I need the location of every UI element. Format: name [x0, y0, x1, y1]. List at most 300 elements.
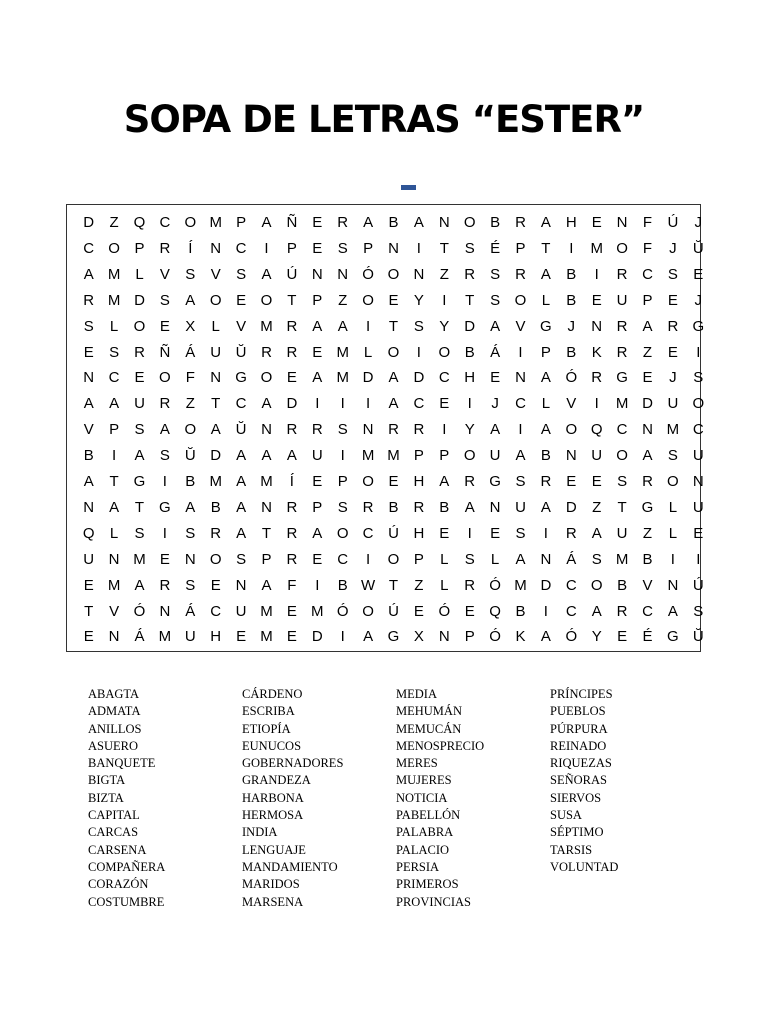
grid-letter: U [489, 447, 501, 465]
grid-letter: S [185, 265, 196, 283]
grid-letter: A [642, 447, 653, 465]
grid-letter: É [490, 239, 501, 257]
grid-letter: U [210, 343, 222, 361]
grid-letter: B [617, 576, 628, 594]
grid-letter: S [591, 550, 602, 568]
grid-letter: Ŭ [235, 421, 247, 439]
grid-letter: P [312, 291, 323, 309]
grid-letter: E [591, 291, 602, 309]
grid-letter: R [464, 576, 476, 594]
grid-letter: D [540, 576, 552, 594]
grid-letter: A [261, 265, 272, 283]
grid-letter: N [515, 369, 526, 387]
grid-letter: E [83, 343, 94, 361]
grid-letter: A [540, 628, 551, 646]
word-list-item: BANQUETE [88, 756, 156, 771]
grid-letter: D [134, 291, 145, 309]
grid-letter: O [387, 550, 400, 568]
grid-letter: U [692, 447, 704, 465]
word-list-item: VOLUNTAD [550, 859, 619, 874]
word-list-item: CORAZÓN [88, 877, 149, 892]
grid-letter: S [413, 317, 424, 335]
grid-letter: L [541, 395, 551, 413]
grid-letter: H [565, 214, 577, 231]
grid-letter: Ŭ [692, 239, 704, 257]
word-list-item: BIGTA [88, 773, 126, 788]
grid-letter: A [261, 576, 272, 594]
grid-letter: E [566, 473, 577, 490]
grid-letter: L [109, 317, 119, 335]
grid-letter: U [692, 498, 704, 516]
grid-letter: N [667, 576, 679, 594]
grid-letter: M [311, 602, 324, 620]
grid-letter: P [515, 239, 526, 257]
grid-letter: E [83, 628, 94, 646]
grid-letter: N [362, 421, 374, 439]
grid-letter: A [515, 550, 526, 568]
grid-letter: I [162, 524, 167, 542]
grid-letter: R [616, 343, 628, 361]
grid-letter: A [236, 524, 247, 542]
grid-letter: N [489, 498, 501, 516]
grid-letter: I [696, 343, 701, 361]
grid-letter: V [83, 421, 94, 439]
grid-letter: N [438, 628, 450, 646]
grid-letter: I [366, 317, 371, 335]
grid-letter: R [210, 524, 222, 542]
grid-letter: P [236, 214, 247, 231]
grid-letter: V [236, 317, 247, 335]
grid-letter: O [260, 369, 273, 387]
grid-letter: S [337, 498, 348, 516]
word-list-item: PUEBLOS [550, 704, 606, 719]
word-list-column-2 [242, 686, 343, 911]
grid-letter: U [591, 447, 603, 465]
grid-letter: N [388, 239, 399, 257]
grid-letter: I [416, 239, 421, 257]
grid-letter: H [413, 524, 425, 542]
grid-letter: O [463, 214, 476, 231]
grid-letter: I [264, 239, 269, 257]
grid-letter: R [311, 421, 323, 439]
grid-letter: Ó [438, 602, 451, 620]
grid-letter: Í [188, 239, 193, 257]
grid-letter: R [286, 524, 298, 542]
word-list-item: MEDIA [396, 687, 437, 701]
grid-letter: Ú [286, 265, 298, 283]
grid-letter: R [565, 524, 577, 542]
grid-letter: U [184, 628, 196, 646]
grid-letter: I [340, 395, 345, 413]
grid-letter: A [490, 317, 501, 335]
grid-letter: Y [591, 628, 602, 646]
grid-letter: F [287, 576, 297, 594]
grid-letter: D [413, 369, 425, 387]
grid-letter: R [83, 291, 95, 309]
grid-letter: P [337, 473, 348, 490]
grid-letter: Ú [388, 524, 399, 542]
grid-letter: K [591, 343, 602, 361]
grid-letter: Á [490, 343, 501, 361]
grid-letter: N [83, 498, 95, 516]
grid-letter: P [312, 498, 323, 516]
grid-letter: M [615, 395, 629, 413]
grid-letter: R [159, 239, 171, 257]
grid-letter: E [286, 602, 297, 620]
grid-letter: I [518, 421, 523, 439]
grid-letter: I [340, 628, 345, 646]
word-list-item: MARSENA [242, 894, 304, 909]
grid-letter: N [108, 628, 120, 646]
grid-letter: E [312, 473, 323, 490]
grid-letter: R [159, 576, 171, 594]
grid-letter: D [642, 395, 653, 413]
grid-letter: A [363, 628, 374, 646]
grid-letter: O [260, 291, 273, 309]
grid-letter: A [515, 447, 526, 465]
grid-letter: A [185, 291, 196, 309]
word-list-item: ETIOPÍA [242, 721, 291, 736]
grid-letter: Á [566, 550, 577, 568]
grid-letter: M [666, 421, 680, 439]
grid-letter: E [312, 343, 323, 361]
grid-letter: E [693, 524, 704, 542]
word-list-item: GOBERNADORES [242, 756, 344, 771]
grid-letter: R [413, 498, 425, 516]
grid-letter: N [210, 369, 222, 387]
grid-letter: B [642, 550, 653, 568]
grid-letter: M [133, 550, 146, 568]
word-list-item: PALACIO [396, 842, 450, 857]
grid-letter: D [210, 447, 222, 465]
word-list-item: SÉPTIMO [550, 825, 604, 840]
word-list-item: MENOSPRECIO [396, 738, 485, 753]
grid-letter: Z [592, 498, 602, 516]
grid-letter: U [616, 291, 628, 309]
word-list-item: INDIA [242, 825, 278, 840]
grid-letter: A [337, 317, 348, 335]
grid-letter: I [112, 447, 117, 465]
grid-letter: A [236, 447, 247, 465]
grid-letter: B [388, 214, 399, 231]
grid-letter: O [184, 421, 197, 439]
grid-letter: F [185, 369, 195, 387]
grid-letter: E [236, 291, 247, 309]
grid-letter: O [438, 343, 451, 361]
grid-letter: D [565, 498, 577, 516]
word-list-item: SIERVOS [550, 790, 602, 805]
grid-letter: R [616, 265, 628, 283]
grid-letter: A [286, 447, 297, 465]
grid-letter: G [692, 317, 705, 335]
grid-letter: R [540, 473, 552, 490]
grid-letter: O [108, 239, 120, 257]
grid-letter: E [464, 602, 475, 620]
grid-letter: L [541, 291, 551, 309]
grid-letter: O [184, 214, 197, 231]
grid-letter: R [464, 473, 476, 490]
grid-letter: P [363, 239, 374, 257]
grid-letter: R [616, 317, 628, 335]
grid-letter: M [209, 214, 222, 231]
grid-letter: N [642, 421, 653, 439]
grid-letter: X [185, 317, 196, 335]
grid-letter: O [209, 291, 222, 309]
grid-letter: E [591, 214, 602, 231]
grid-letter: P [540, 343, 551, 361]
grid-letter: E [642, 369, 653, 387]
grid-letter: G [133, 473, 146, 490]
grid-letter: Ñ [286, 214, 298, 231]
grid-letter: S [693, 369, 704, 387]
grid-letter: A [667, 602, 678, 620]
grid-letter: M [336, 369, 349, 387]
grid-letter: N [413, 265, 425, 283]
grid-letter: B [185, 473, 196, 490]
grid-letter: L [440, 550, 449, 568]
word-list-column-1 [88, 686, 165, 911]
grid-letter: T [109, 473, 119, 490]
grid-letter: A [642, 317, 653, 335]
word-list-item: PRIMEROS [396, 877, 459, 892]
grid-letter: M [107, 265, 121, 283]
grid-letter: C [235, 239, 247, 257]
grid-letter: N [159, 602, 171, 620]
grid-letter: R [261, 343, 272, 361]
word-list-item: CARCAS [88, 825, 139, 840]
grid-letter: S [490, 265, 501, 283]
grid-letter: S [515, 524, 526, 542]
word-list-item: COMPAÑERA [88, 859, 166, 874]
word-list-column-4 [550, 686, 618, 876]
grid-letter: E [312, 214, 323, 231]
grid-letter: Ó [565, 369, 578, 387]
grid-letter: D [464, 317, 476, 335]
grid-letter: O [590, 576, 603, 594]
grid-letter: V [109, 602, 120, 620]
grid-letter: R [286, 550, 298, 568]
word-search-grid [66, 204, 705, 652]
grid-letter: X [413, 628, 424, 646]
grid-letter: M [615, 550, 629, 568]
grid-letter: C [642, 602, 653, 620]
grid-letter: E [286, 628, 297, 646]
grid-letter: O [387, 343, 400, 361]
grid-letter: A [134, 576, 145, 594]
grid-letter: A [185, 498, 196, 516]
grid-letter: B [540, 447, 551, 465]
grid-letter: J [567, 317, 576, 335]
grid-letter: V [642, 576, 653, 594]
grid-letter: G [387, 628, 400, 646]
grid-letter: A [210, 421, 221, 439]
grid-letter: C [83, 239, 95, 257]
grid-letter: S [515, 473, 526, 490]
grid-letter: L [490, 550, 500, 568]
grid-letter: T [261, 524, 272, 542]
grid-letter: A [490, 421, 501, 439]
word-list-item: ADMATA [88, 704, 141, 719]
grid-letter: N [337, 265, 349, 283]
grid-letter: C [616, 421, 628, 439]
grid-letter: G [235, 369, 247, 387]
grid-letter: E [591, 473, 602, 490]
grid-letter: E [693, 265, 704, 283]
word-list-item: CAPITAL [88, 808, 140, 823]
word-list-item: PERSIA [396, 859, 440, 874]
grid-letter: A [540, 214, 551, 231]
grid-letter: J [669, 239, 677, 257]
grid-letter: Ú [388, 602, 399, 620]
grid-letter: E [159, 317, 170, 335]
grid-letter: S [83, 317, 94, 335]
grid-letter: E [210, 576, 221, 594]
grid-letter: H [464, 369, 476, 387]
grid-letter: Z [642, 343, 653, 361]
word-list-item: PRÍNCIPES [550, 687, 613, 701]
grid-letter: T [388, 576, 399, 594]
grid-letter: M [361, 447, 375, 465]
grid-letter: P [286, 239, 297, 257]
grid-letter: O [362, 291, 374, 309]
word-list-item: CÁRDENO [242, 687, 303, 701]
grid-letter: E [159, 550, 170, 568]
grid-letter: M [260, 473, 273, 490]
grid-letter: N [108, 550, 120, 568]
grid-letter: A [388, 369, 399, 387]
grid-letter: E [667, 343, 678, 361]
grid-letter: J [491, 395, 499, 413]
grid-letter: D [362, 369, 374, 387]
grid-letter: P [413, 550, 424, 568]
word-list-item: BIZTA [88, 790, 124, 805]
grid-letter: A [540, 265, 551, 283]
grid-letter: P [439, 447, 450, 465]
grid-letter: N [261, 421, 272, 439]
grid-letter: A [413, 214, 424, 231]
grid-letter: T [84, 602, 94, 620]
grid-letter: O [362, 473, 374, 490]
grid-letter: A [261, 214, 272, 231]
grid-letter: A [159, 421, 170, 439]
grid-letter: Z [338, 291, 348, 309]
grid-letter: I [543, 602, 548, 620]
word-list-item: GRANDEZA [242, 773, 311, 788]
grid-letter: L [668, 524, 678, 542]
grid-letter: I [366, 395, 371, 413]
grid-letter: B [566, 265, 577, 283]
grid-letter: Z [439, 265, 449, 283]
grid-letter: C [565, 576, 577, 594]
grid-letter: A [236, 473, 247, 490]
word-list-item: EUNUCOS [242, 738, 302, 753]
grid-letter: E [312, 550, 323, 568]
grid-letter: G [540, 317, 552, 335]
grid-letter: V [515, 317, 526, 335]
grid-letter: A [312, 524, 323, 542]
grid-letter: C [108, 369, 120, 387]
grid-letter: O [362, 602, 374, 620]
grid-letter: I [442, 421, 447, 439]
grid-letter: Q [590, 421, 603, 439]
grid-letter: E [388, 473, 399, 490]
grid-letter: S [490, 291, 501, 309]
grid-letter: C [438, 369, 450, 387]
grid-letter: A [261, 447, 272, 465]
grid-letter: Y [439, 317, 450, 335]
grid-letter: Ó [489, 576, 501, 594]
grid-letter: O [514, 291, 527, 309]
grid-letter: E [439, 524, 450, 542]
grid-letter: O [616, 239, 628, 257]
title-underline-mark [401, 185, 416, 190]
word-list-item: MANDAMIENTO [242, 859, 338, 874]
grid-letter: I [340, 447, 345, 465]
grid-letter: O [667, 473, 679, 490]
grid-letter: Ó [133, 602, 146, 620]
page-title: SOPA DE LETRAS “ESTER” [123, 98, 645, 141]
grid-letter: Z [109, 214, 119, 231]
grid-letter: L [211, 317, 220, 335]
grid-letter: R [591, 369, 603, 387]
grid-letter: P [109, 421, 120, 439]
word-list-item: ASUERO [88, 738, 139, 753]
grid-letter: Á [134, 628, 145, 646]
word-list-item: HERMOSA [242, 808, 304, 823]
grid-letter: S [464, 239, 475, 257]
grid-letter: A [540, 421, 551, 439]
grid-letter: L [363, 343, 373, 361]
grid-letter: A [540, 498, 551, 516]
grid-letter: E [236, 628, 247, 646]
word-list-item: PROVINCIAS [396, 894, 472, 909]
grid-letter: R [515, 214, 526, 231]
grid-letter: E [286, 369, 297, 387]
grid-letter: R [667, 317, 679, 335]
grid-letter: Z [414, 576, 424, 594]
word-list-item: HARBONA [242, 790, 304, 805]
grid-letter: Q [133, 214, 146, 231]
grid-letter: M [336, 343, 349, 361]
grid-letter: D [311, 628, 323, 646]
grid-letter: L [135, 265, 144, 283]
grid-letter: R [515, 265, 526, 283]
grid-letter: B [83, 447, 94, 465]
word-list-item: ESCRIBA [242, 704, 295, 719]
grid-letter: D [286, 395, 298, 413]
grid-letter: G [667, 628, 679, 646]
grid-letter: S [236, 550, 247, 568]
grid-letter: H [413, 473, 425, 490]
grid-letter: Ŭ [184, 447, 196, 465]
grid-letter: Q [489, 602, 501, 620]
grid-letter: S [134, 524, 145, 542]
grid-letter: U [515, 498, 526, 516]
grid-letter: M [387, 447, 400, 465]
grid-letter: B [388, 498, 399, 516]
grid-letter: O [336, 524, 349, 542]
grid-letter: C [515, 395, 526, 413]
grid-letter: J [694, 214, 703, 231]
grid-letter: I [543, 524, 548, 542]
grid-letter: E [490, 524, 501, 542]
grid-letter: A [261, 395, 272, 413]
grid-letter: Ó [489, 628, 501, 646]
grid-letter: N [616, 214, 628, 231]
grid-letter: A [236, 498, 247, 516]
grid-letter: A [439, 473, 450, 490]
grid-letter: P [642, 291, 653, 309]
